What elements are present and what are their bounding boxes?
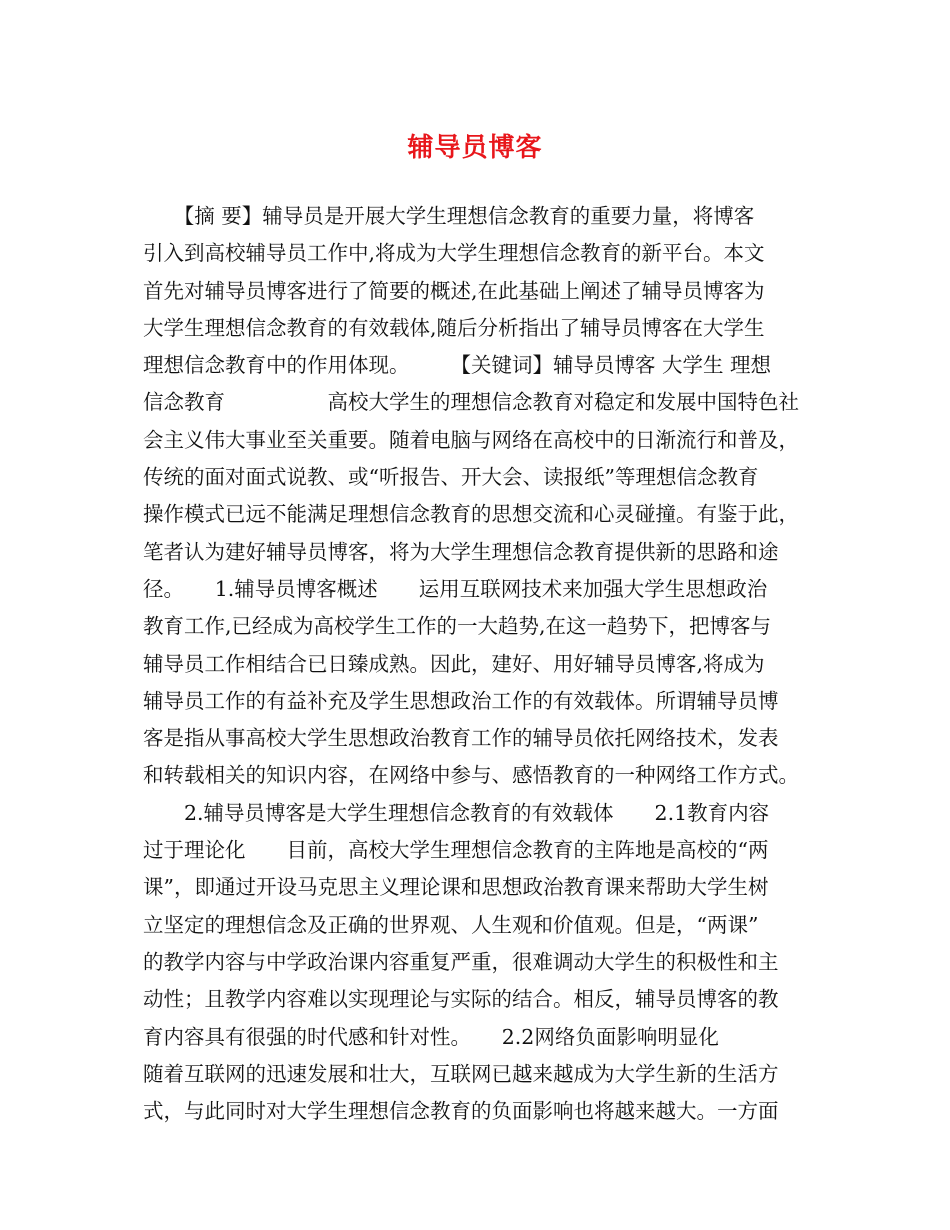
body-line: 理想信念教育中的作用体现。 【关键词】辅导员博客 大学生 理想	[143, 353, 772, 378]
body-line: 课”，即通过开设马克思主义理论课和思想政治教育课来帮助大学生树	[143, 875, 769, 900]
body-line: 【摘 要】辅导员是开展大学生理想信念教育的重要力量，将博客	[143, 204, 755, 228]
body-line: 辅导员工作相结合已日臻成熟。因此，建好、用好辅导员博客,将成为	[143, 651, 765, 676]
body-line: 辅导员工作的有益补充及学生思想政治工作的有效载体。所谓辅导员博	[143, 688, 779, 713]
body-line: 过于理论化 目前，高校大学生理想信念教育的主阵地是高校的“两	[143, 838, 769, 863]
body-line: 和转载相关的知识内容，在网络中参与、感悟教育的一种网络工作方式。	[143, 763, 799, 788]
body-line: 育内容具有很强的时代感和针对性。 2.2网络负面影响明显化	[143, 1024, 719, 1049]
body-line: 传统的面对面式说教、或“听报告、开大会、读报纸”等理想信念教育	[143, 465, 759, 490]
body-line: 式，与此同时对大学生理想信念教育的负面影响也将越来越大。一方面	[143, 1099, 779, 1124]
body-line: 客是指从事高校大学生思想政治教育工作的辅导员依托网络技术，发表	[143, 726, 779, 751]
body-line: 引入到高校辅导员工作中,将成为大学生理想信念教育的新平台。本文	[143, 241, 765, 266]
body-line: 操作模式已远不能满足理想信念教育的思想交流和心灵碰撞。有鉴于此，	[143, 502, 799, 527]
body-line: 会主义伟大事业至关重要。随着电脑与网络在高校中的日渐流行和普及，	[143, 427, 799, 452]
body-line: 的教学内容与中学政治课内容重复严重，很难调动大学生的积极性和主	[143, 949, 779, 974]
body-line: 教育工作,已经成为高校学生工作的一大趋势,在这一趋势下，把博客与	[143, 614, 772, 639]
body-line: 2.辅导员博客是大学生理想信念教育的有效载体 2.1教育内容	[143, 800, 770, 825]
document-body	[143, 198, 808, 1130]
document-title: 辅导员博客	[407, 133, 543, 163]
body-line: 随着互联网的迅速发展和壮大，互联网已越来越成为大学生新的生活方	[143, 1061, 779, 1086]
body-line: 立坚定的理想信念及正确的世界观、人生观和价值观。但是，“两课”	[143, 912, 759, 937]
body-line: 动性；且教学内容难以实现理论与实际的结合。相反，辅导员博客的教	[143, 987, 779, 1012]
body-line: 信念教育 高校大学生的理想信念教育对稳定和发展中国特色社	[143, 390, 799, 415]
body-line: 笔者认为建好辅导员博客，将为大学生理想信念教育提供新的思路和途	[143, 539, 779, 564]
body-line: 大学生理想信念教育的有效载体,随后分析指出了辅导员博客在大学生	[143, 315, 765, 340]
body-line: 径。 1.辅导员博客概述 运用互联网技术来加强大学生思想政治	[143, 576, 768, 601]
body-line: 首先对辅导员博客进行了简要的概述,在此基础上阐述了辅导员博客为	[143, 278, 765, 303]
